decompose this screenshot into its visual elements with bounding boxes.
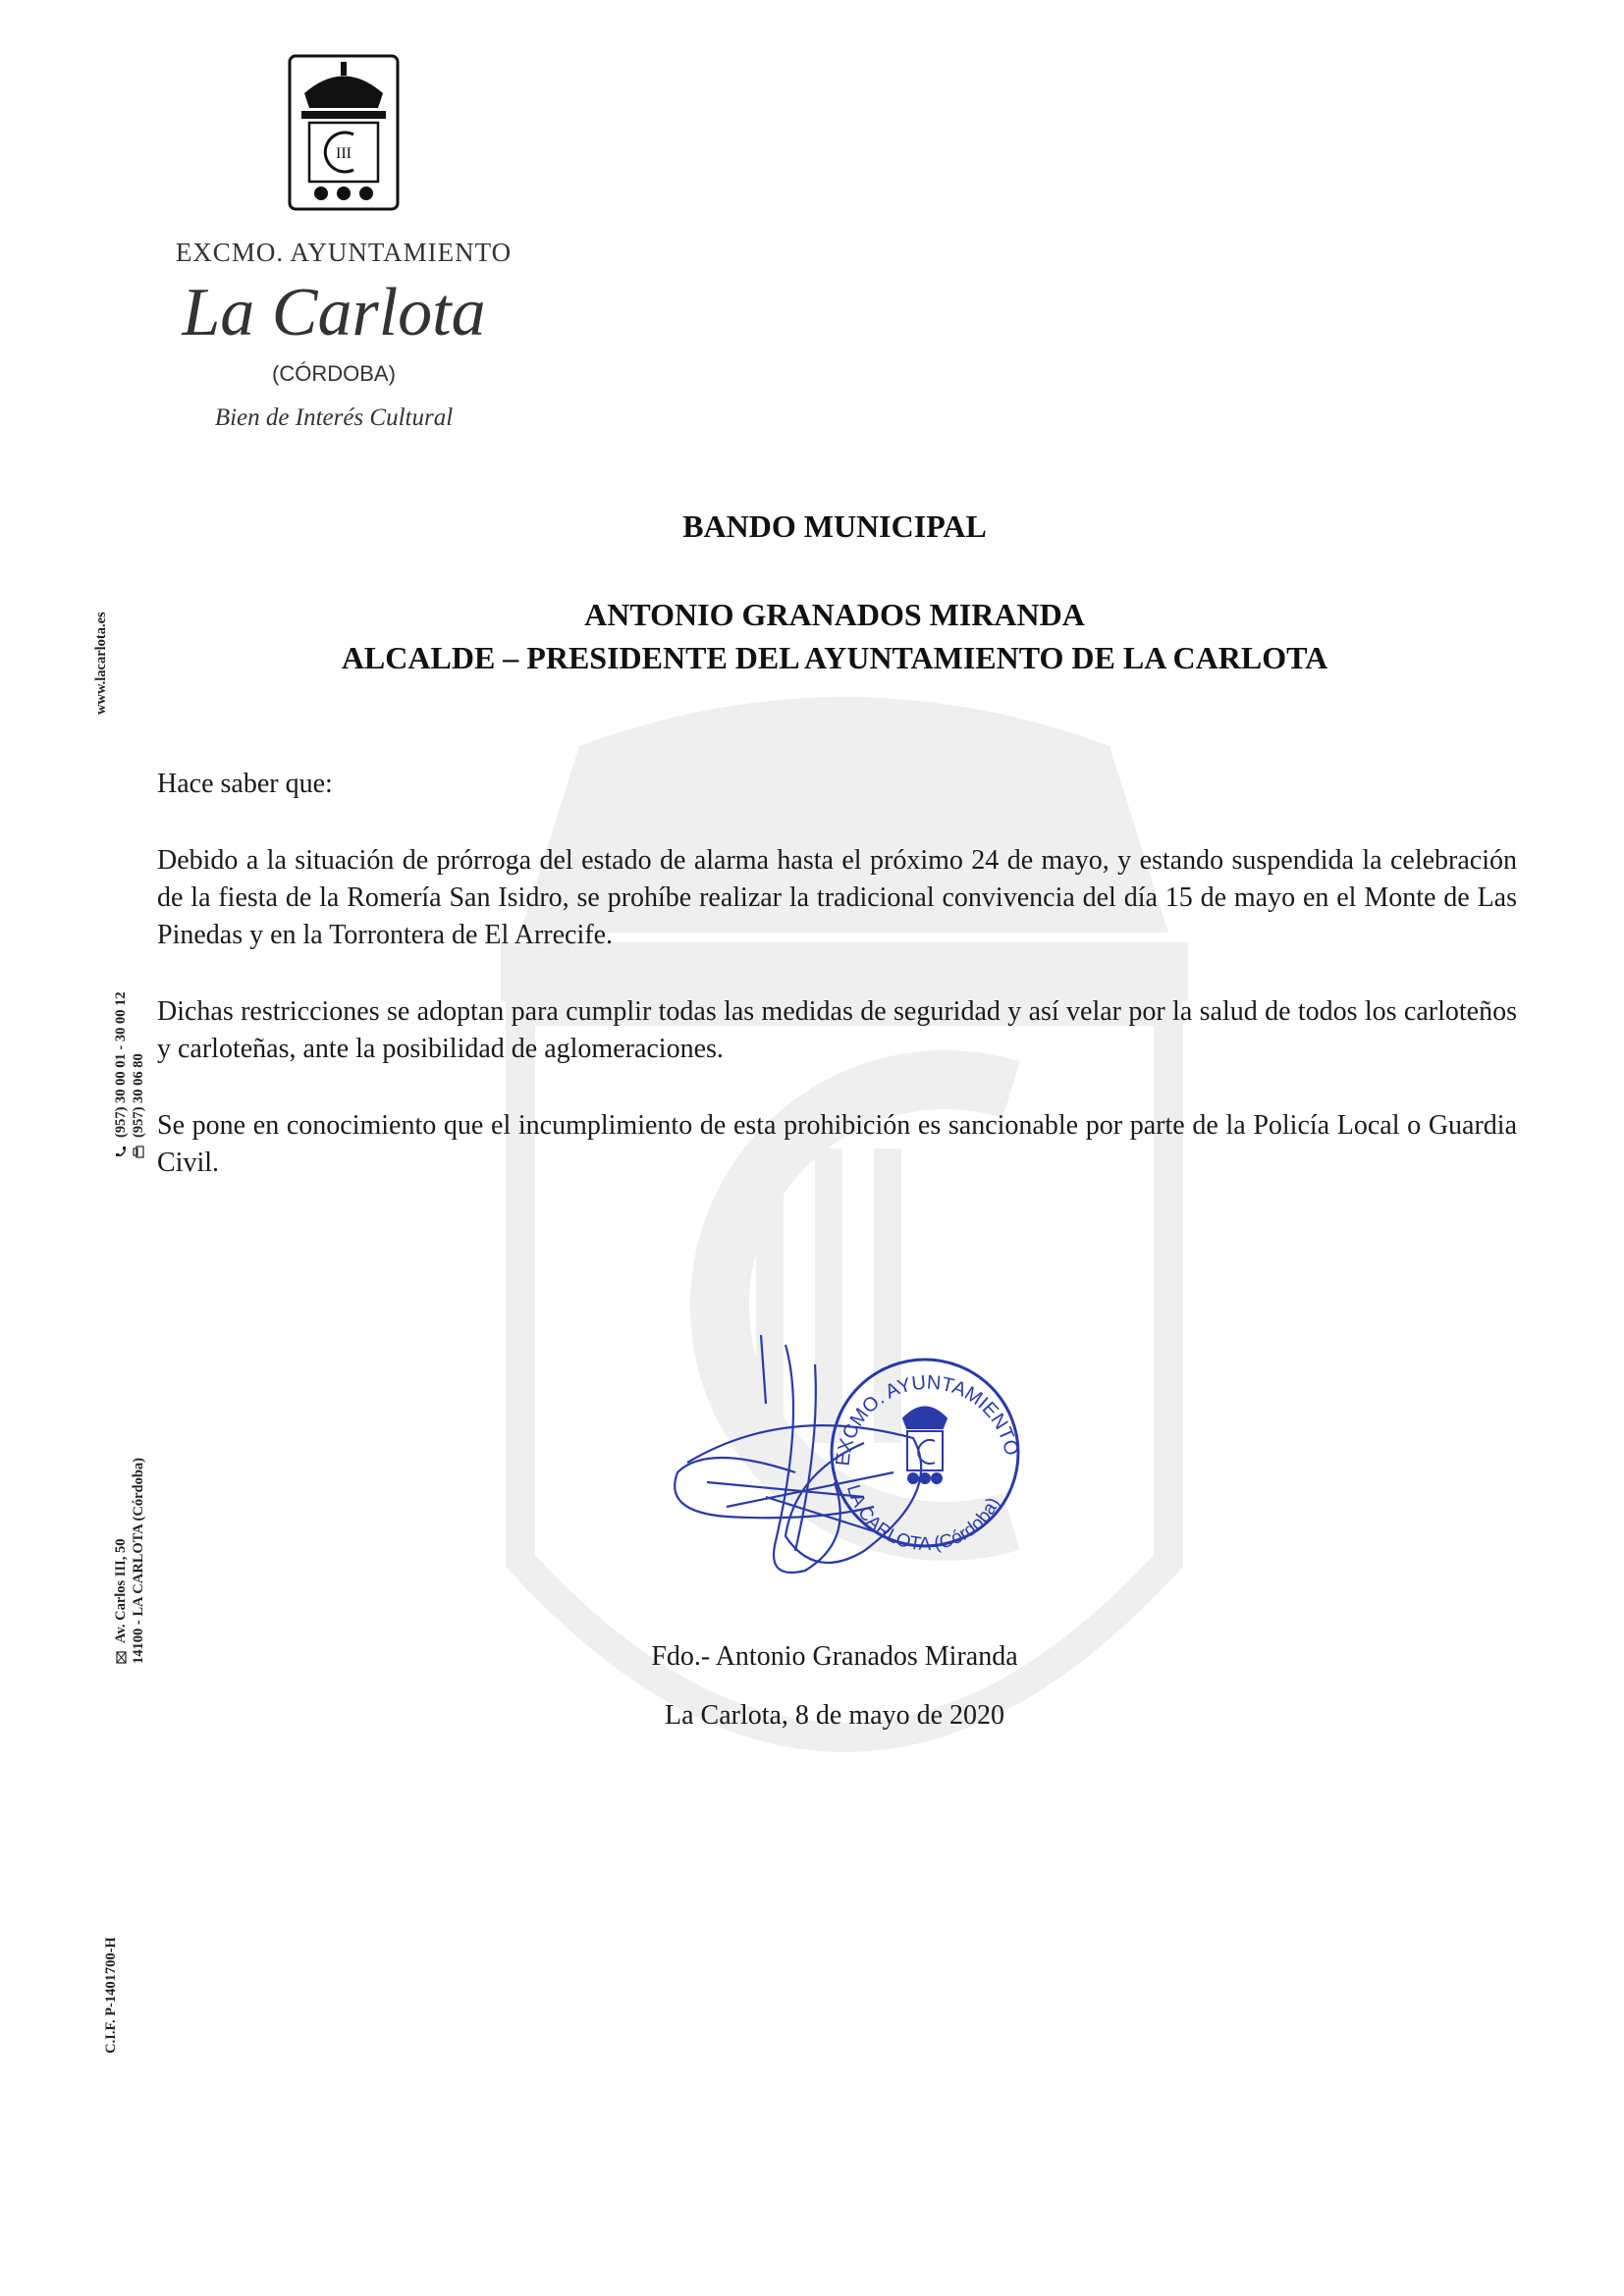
paragraph-2-text: Dichas restricciones se adoptan para cumplir todas las medidas de seguridad y así velar por la salud de todos los carloteños y carloteñas, ante la posibilidad de aglomeraciones.: [157, 996, 1517, 1064]
role-heading: ALCALDE – PRESIDENTE DEL AYUNTAMIENTO DE LA CARLOTA: [341, 640, 1328, 675]
side-cif: [102, 1937, 120, 2054]
address-line-2: [130, 1458, 147, 1664]
body-paragraph-3: [157, 1107, 1517, 1182]
website-text: www.lacarlota.es: [93, 612, 109, 715]
intro-text: [157, 766, 1517, 803]
org-province: (CÓRDOBA): [272, 361, 396, 386]
phone-icon: [115, 1146, 128, 1158]
body-paragraph-1: [157, 842, 1517, 954]
fax-icon: [133, 1146, 145, 1158]
stamp-text-top: EXCMO. AYUNTAMIENTO: [832, 1371, 1023, 1468]
address-line-1: [112, 1458, 130, 1664]
svg-text:LA CARLOTA (Córdoba): [842, 1482, 1004, 1555]
intro-paragraph: Hace saber que:: [157, 769, 333, 799]
org-name: EXCMO. AYUNTAMIENTO: [175, 238, 513, 267]
cif-text: C.I.F. P-1401700-H: [103, 1937, 119, 2054]
side-address: [112, 1458, 147, 1664]
signer-heading: ANTONIO GRANADOS MIRANDA: [584, 597, 1085, 632]
official-stamp: [832, 1360, 1022, 1555]
fax-number: (957) 30 06 80: [131, 1053, 146, 1138]
phone-number: (957) 30 00 01 - 30 00 12: [113, 991, 129, 1138]
phone-line: [112, 991, 130, 1158]
signature-stamp: [668, 1325, 1060, 1610]
address-street: Av. Carlos III, 50: [113, 1538, 129, 1643]
paragraph-1-text: Debido a la situación de prórroga del estado de alarma hasta el próximo 24 de mayo, y estando suspendida la celebración de la fiesta de la Romería San Isidro, se prohíbe realizar la tradicional convivencia del día 15 de mayo en el Monte de Las Pinedas y en la Torrontera de El Arrecife.: [157, 845, 1517, 950]
paragraph-3-text: Se pone en conocimiento que el incumplimiento de esta prohibición es sancionable por parte de la Policía Local o Guardia Civil.: [157, 1110, 1517, 1178]
document-title: BANDO MUNICIPAL: [682, 508, 987, 544]
place-date: La Carlota, 8 de mayo de 2020: [664, 1700, 1004, 1731]
org-motto: Bien de Interés Cultural: [214, 404, 454, 431]
side-phone-fax: [112, 991, 147, 1158]
mail-icon: [115, 1651, 128, 1664]
crest-initials: III: [336, 145, 352, 162]
side-website: [92, 612, 110, 715]
stamp-crest-icon: [903, 1408, 947, 1484]
signature-line: Fdo.- Antonio Granados Miranda: [651, 1641, 1018, 1672]
crest-icon: [280, 54, 407, 211]
stamp-text-bottom: LA CARLOTA (Córdoba): [841, 1482, 1004, 1556]
body-paragraph-2: [157, 993, 1517, 1068]
org-town: La Carlota: [182, 275, 486, 350]
address-city: 14100 - LA CARLOTA (Córdoba): [131, 1458, 146, 1664]
fax-line: [130, 991, 147, 1158]
